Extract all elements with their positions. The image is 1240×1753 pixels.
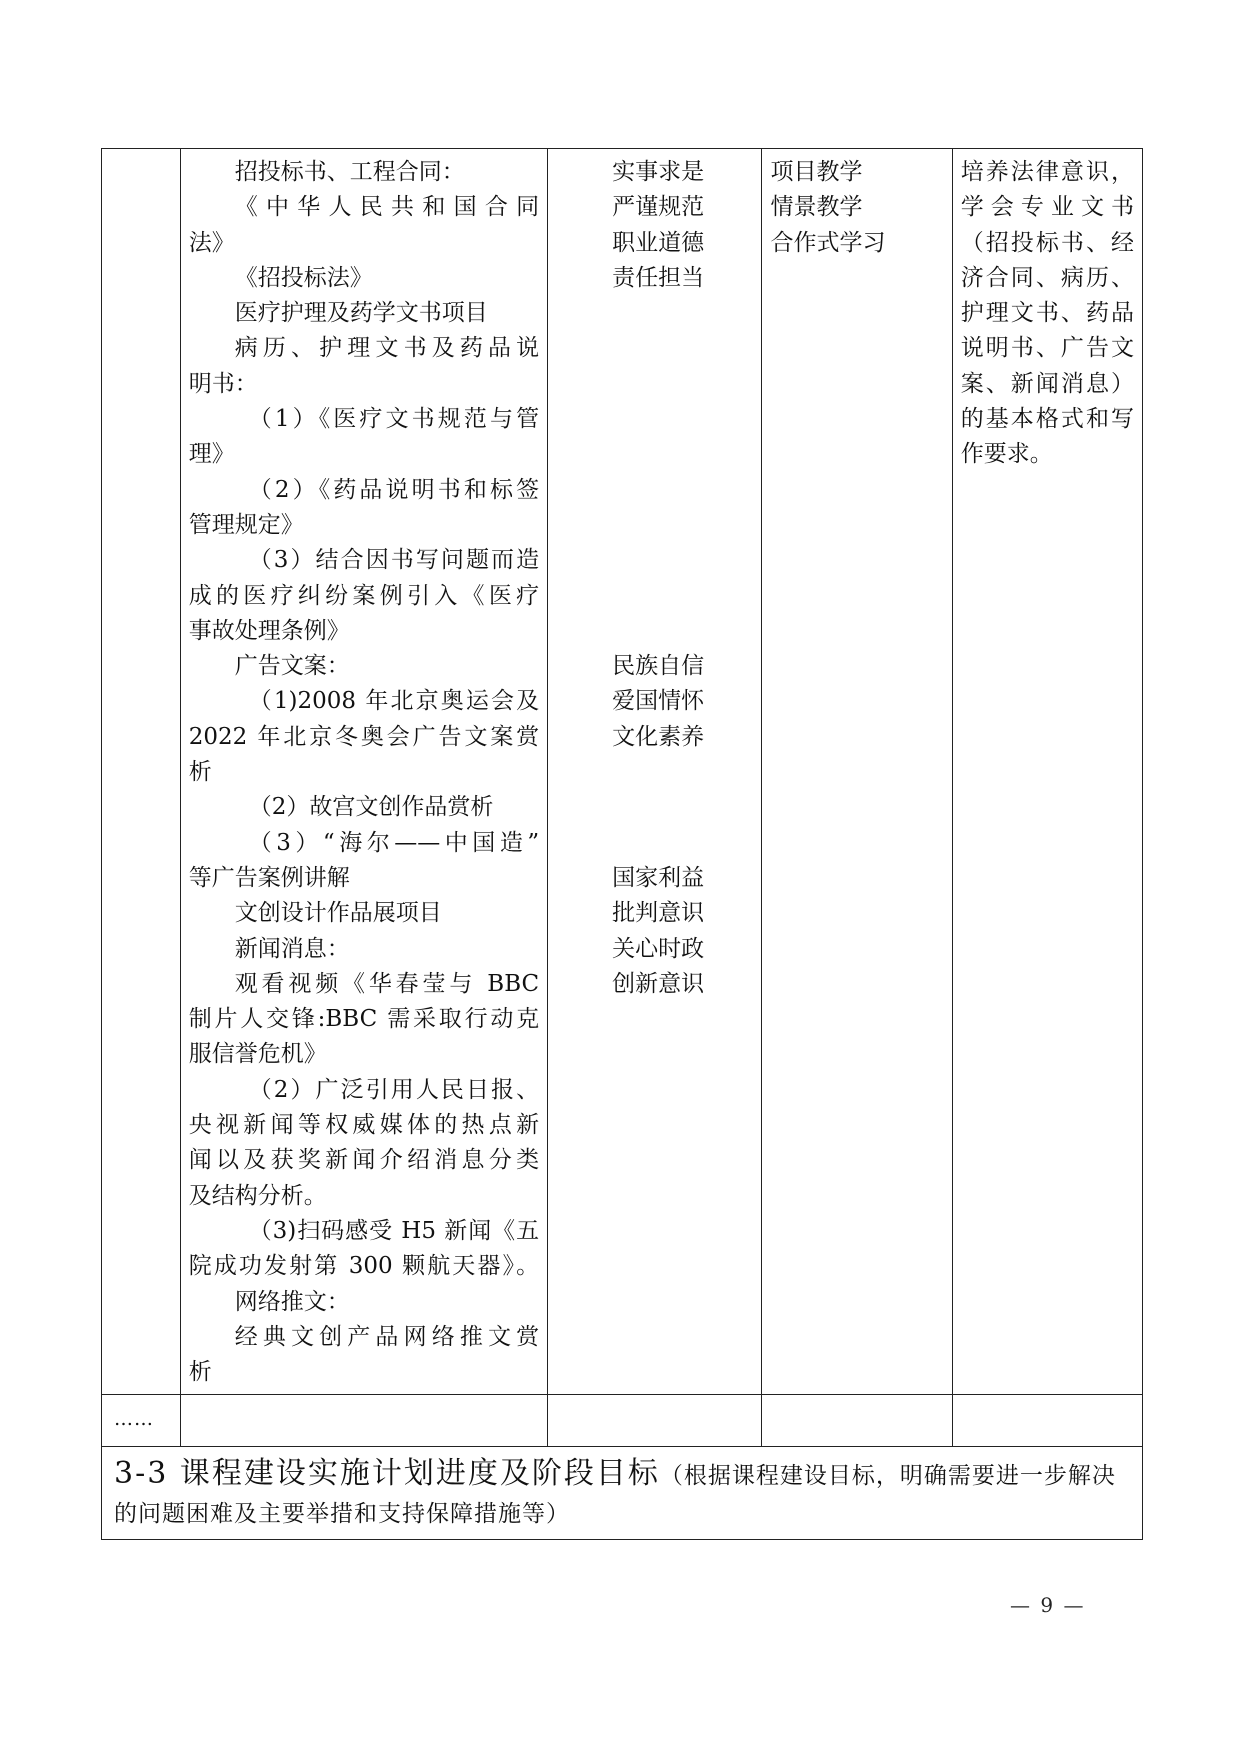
content-line: 理》 [188,441,235,468]
value-item: 关心时政 [612,935,705,962]
value-item: 国家利益 [612,864,705,891]
content-line: （1)2008 年北京奥运会及 [248,688,540,715]
content-line: 及结构分析。 [188,1182,327,1209]
content-line: （3）结合因书写问题而造 [248,547,540,574]
content-line: 央视新闻等权威媒体的热点新 [188,1112,540,1139]
value-item: 文化素养 [612,723,705,750]
content-line: 经典文创产品网络推文赏 [234,1323,540,1350]
content-line: 等广告案例讲解 [188,864,350,891]
goal-line: 护理文书、药品 [960,300,1134,327]
content-line: 《中华人民共和国合同 [234,194,540,221]
content-line: （1）《医疗文书规范与管 [248,406,540,433]
content-line: （2）广泛引用人民日报、 [248,1076,540,1103]
goal-line: 的基本格式和写 [960,406,1134,433]
method-item: 项目教学 [770,159,863,185]
section-cell [102,1447,1143,1540]
values-cell [548,149,762,1395]
content-line: （2）故宫文创作品赏析 [248,794,494,821]
goal-line: 作要求。 [960,441,1053,468]
content-line: 院成功发射第 300 颗航天器》。 [188,1253,540,1280]
content-line: 2022 年北京冬奥会广告文案赏 [188,723,540,750]
goal-line: （招投标书、经 [960,229,1134,256]
value-item: 责任担当 [612,264,705,291]
goal-line: 案、新闻消息） [960,370,1134,397]
content-line: （2）《药品说明书和标签 [248,476,540,503]
goal-line: 说明书、广告文 [960,335,1134,362]
value-item: 爱国情怀 [612,688,705,715]
methods-cell [762,149,952,1395]
content-line: 《招投标法》 [234,264,373,291]
content-line: 析 [188,759,212,786]
section-row [102,1447,1143,1540]
content-line: 析 [188,1359,212,1386]
content-line: 医疗护理及药学文书项目 [234,300,488,327]
content-line: （3)扫码感受 H5 新闻《五 [248,1217,540,1244]
goals-cell [952,1395,1142,1447]
goals-cell [952,149,1142,1395]
table-row [102,149,1143,1395]
content-cell [180,149,547,1395]
content-line: 观看视频《华春莹与 BBC [234,970,540,997]
content-line: 制片人交锋:BBC 需采取行动克 [188,1006,540,1033]
content-line: 成的医疗纠纷案例引入《医疗 [188,582,540,609]
goal-line: 济合同、病历、 [960,264,1134,291]
value-item: 批判意识 [612,900,705,927]
content-line: 文创设计作品展项目 [234,900,442,927]
section-title: 3-3 课程建设实施计划进度及阶段目标 [114,1456,660,1492]
content-line: 事故处理条例》 [188,617,350,644]
course-content-table [101,148,1143,1540]
content-line: 病历、护理文书及药品说 [234,335,540,362]
value-item: 严谨规范 [612,194,705,221]
ellipsis-text: …… [114,1408,154,1431]
content-cell [180,1395,547,1447]
value-item: 民族自信 [612,653,705,680]
content-line: 招投标书、工程合同： [234,159,465,185]
method-item: 合作式学习 [770,229,886,256]
index-cell [102,149,181,1395]
index-cell [102,1395,181,1447]
content-line: 新闻消息： [234,935,350,962]
content-line: 广告文案： [234,653,350,680]
value-item: 创新意识 [612,970,705,997]
content-line: 法》 [188,229,235,256]
content-line: （3）“海尔——中国造” [248,829,540,856]
methods-cell [762,1395,952,1447]
goal-line: 学会专业文书 [960,194,1134,221]
method-item: 情景教学 [770,194,863,221]
content-line: 管理规定》 [188,511,304,538]
value-item: 实事求是 [612,159,705,185]
value-item: 职业道德 [612,229,705,256]
goal-line: 培养法律意识， [960,159,1134,185]
content-line: 明书： [188,370,258,397]
section-note: （根据课程建设目标，明确需要进一步解决的问题困难及主要举措和支持保障措施等） [114,1463,1116,1528]
values-group-integrity [556,155,753,296]
table-row [102,1395,1143,1447]
content-line: 闻以及获奖新闻介绍消息分类 [188,1147,540,1174]
values-cell [548,1395,762,1447]
values-group-culture [556,649,753,755]
page-number: — 9 — [1010,1593,1086,1617]
content-line: 网络推文： [234,1288,350,1315]
values-group-news [556,861,753,1002]
content-line: 服信誉危机》 [188,1041,327,1068]
